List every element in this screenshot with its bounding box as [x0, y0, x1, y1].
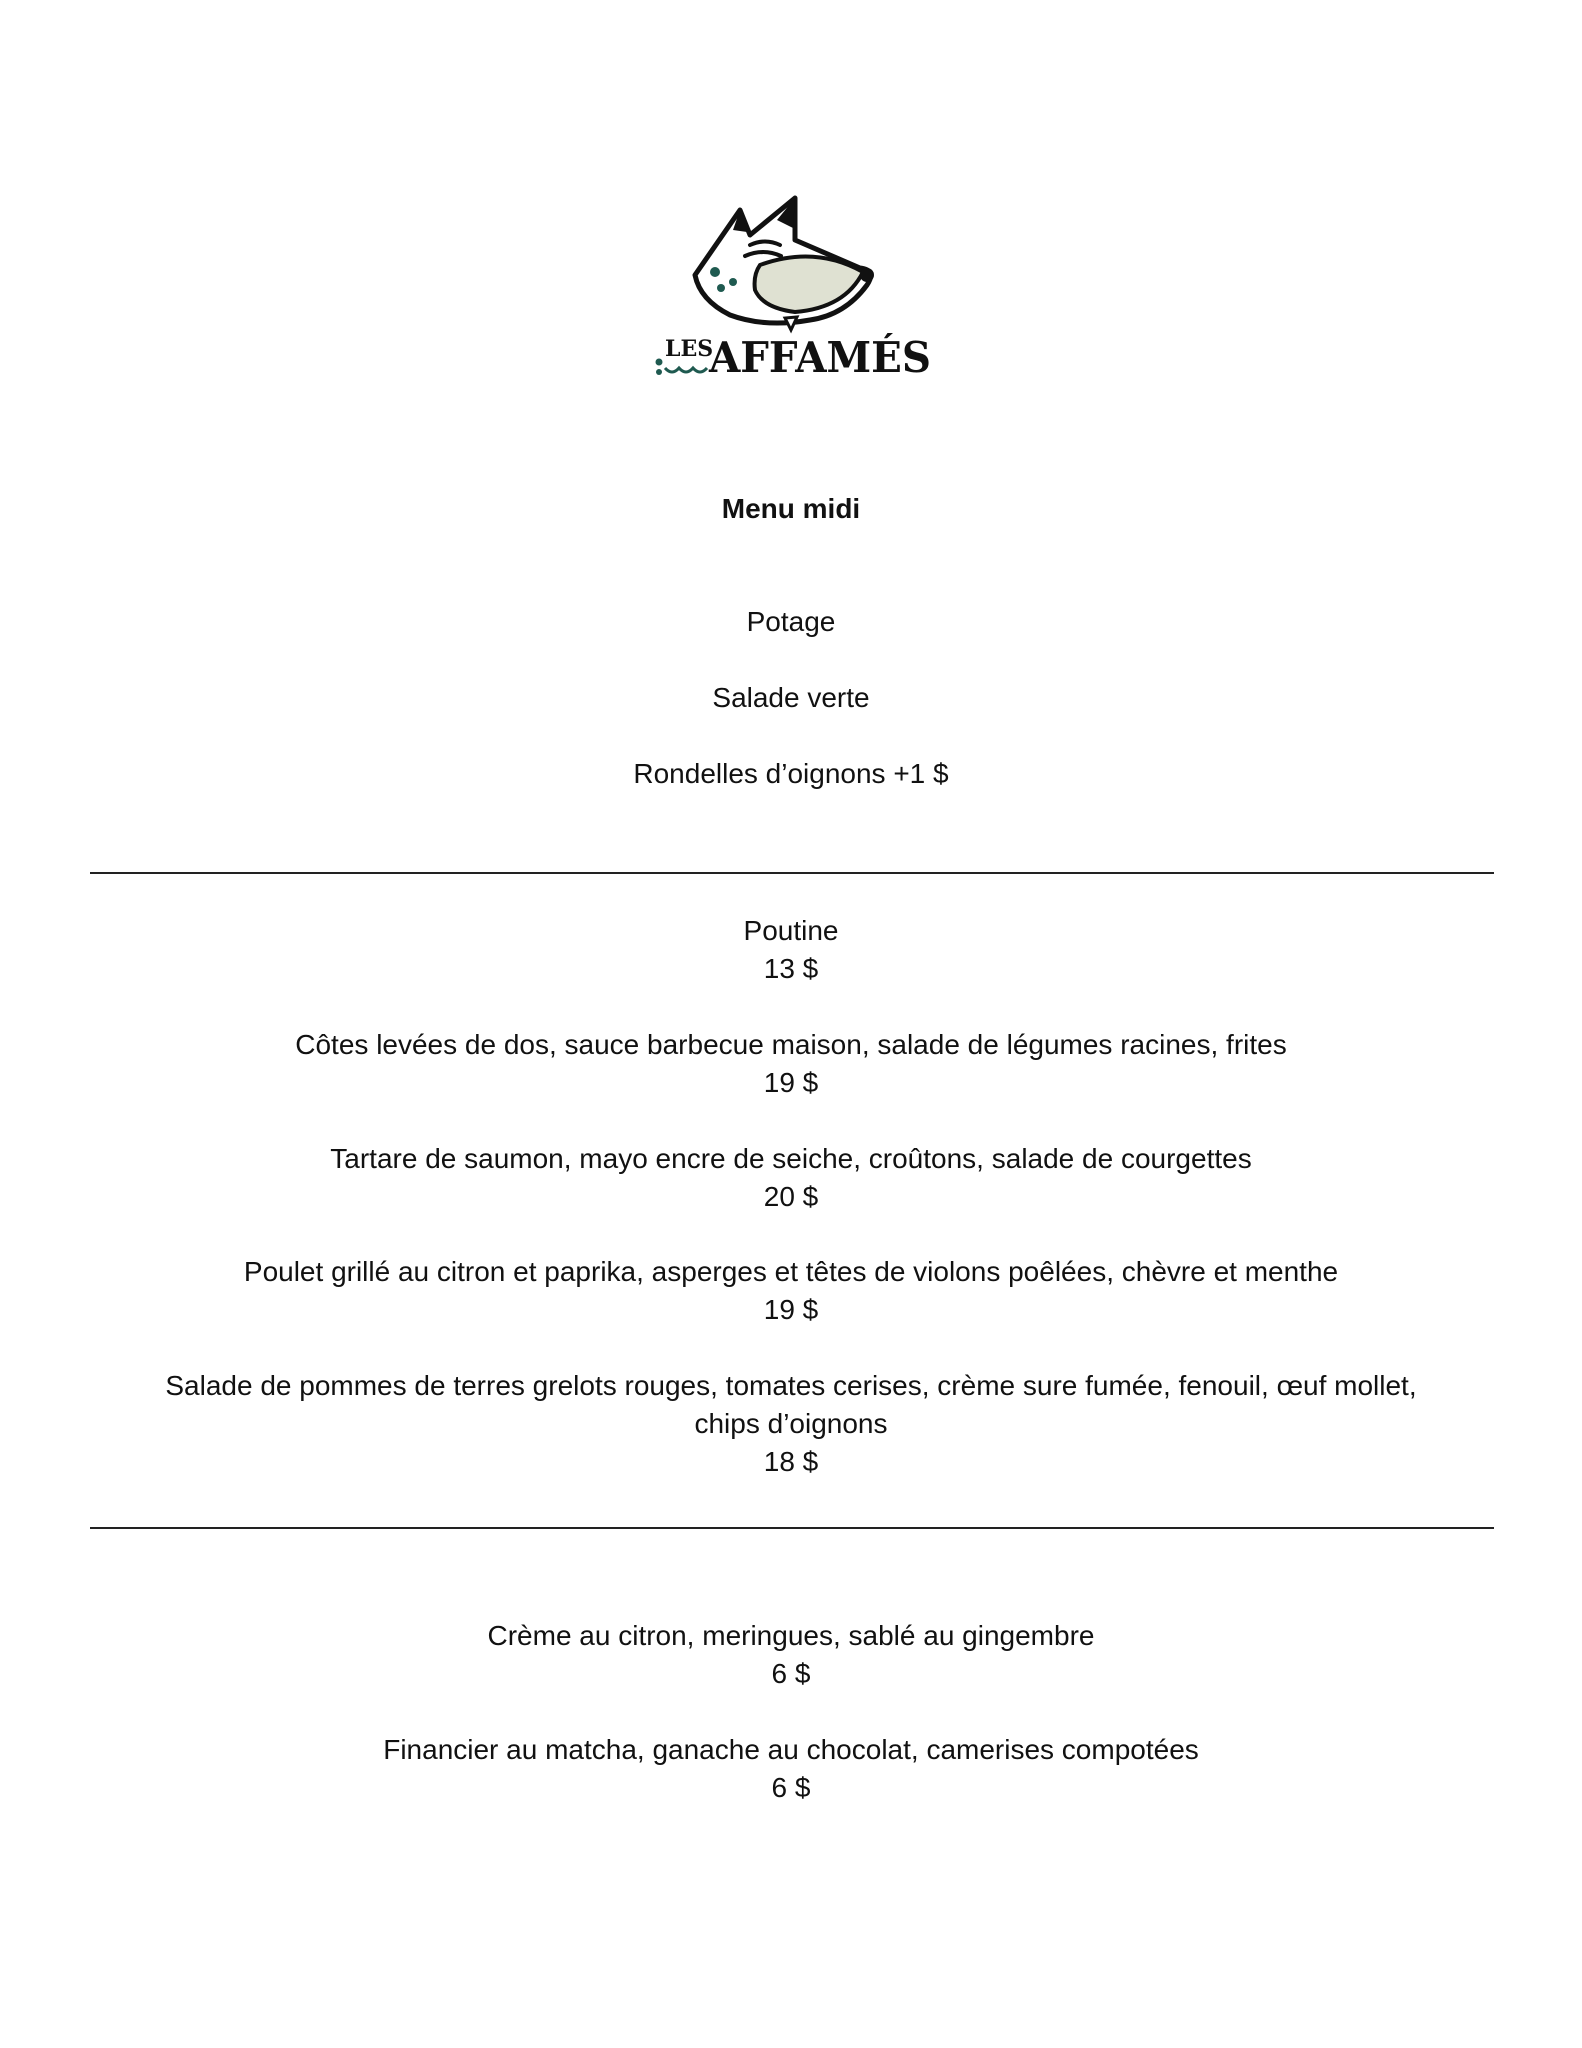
main-dish-name: Poutine — [743, 915, 839, 946]
starter-item: Potage — [746, 606, 836, 637]
main-dish-name: Salade de pommes de terres grelots rouges, tomates cerises, crème sure fumée, fenouil, œuf mollet, — [165, 1370, 1417, 1401]
starter-item: Salade verte — [712, 682, 870, 713]
section-divider — [90, 1527, 1494, 1529]
section-divider — [90, 872, 1494, 874]
dessert-name: Financier au matcha, ganache au chocolat, camerises compotées — [383, 1734, 1199, 1765]
dessert-price: 6 $ — [771, 1658, 811, 1689]
main-dish-name: Côtes levées de dos, sauce barbecue maison, salade de légumes racines, frites — [295, 1029, 1287, 1060]
main-dish-name: Tartare de saumon, mayo encre de seiche, croûtons, salade de courgettes — [330, 1143, 1252, 1174]
logo-text-large: AFFAMÉS — [709, 333, 941, 382]
logo-text-small: LES — [665, 336, 714, 362]
main-dish-price: 19 $ — [763, 1294, 819, 1325]
main-dish-name: Poulet grillé au citron et paprika, asperges et têtes de violons poêlées, chèvre et menthe — [243, 1256, 1339, 1287]
wolf-head-logo-icon — [645, 190, 945, 390]
main-dish-price: 13 $ — [763, 953, 819, 984]
restaurant-logo — [645, 190, 945, 390]
main-dish-price: 20 $ — [763, 1181, 819, 1212]
main-dish-price: 19 $ — [763, 1067, 819, 1098]
menu-title: Menu midi — [721, 493, 861, 524]
dessert-price: 6 $ — [771, 1772, 811, 1803]
main-dish-name: chips d’oignons — [694, 1408, 888, 1439]
dessert-name: Crème au citron, meringues, sablé au gingembre — [487, 1620, 1095, 1651]
main-dish-price: 18 $ — [763, 1446, 819, 1477]
starter-item: Rondelles d’oignons +1 $ — [633, 758, 949, 789]
